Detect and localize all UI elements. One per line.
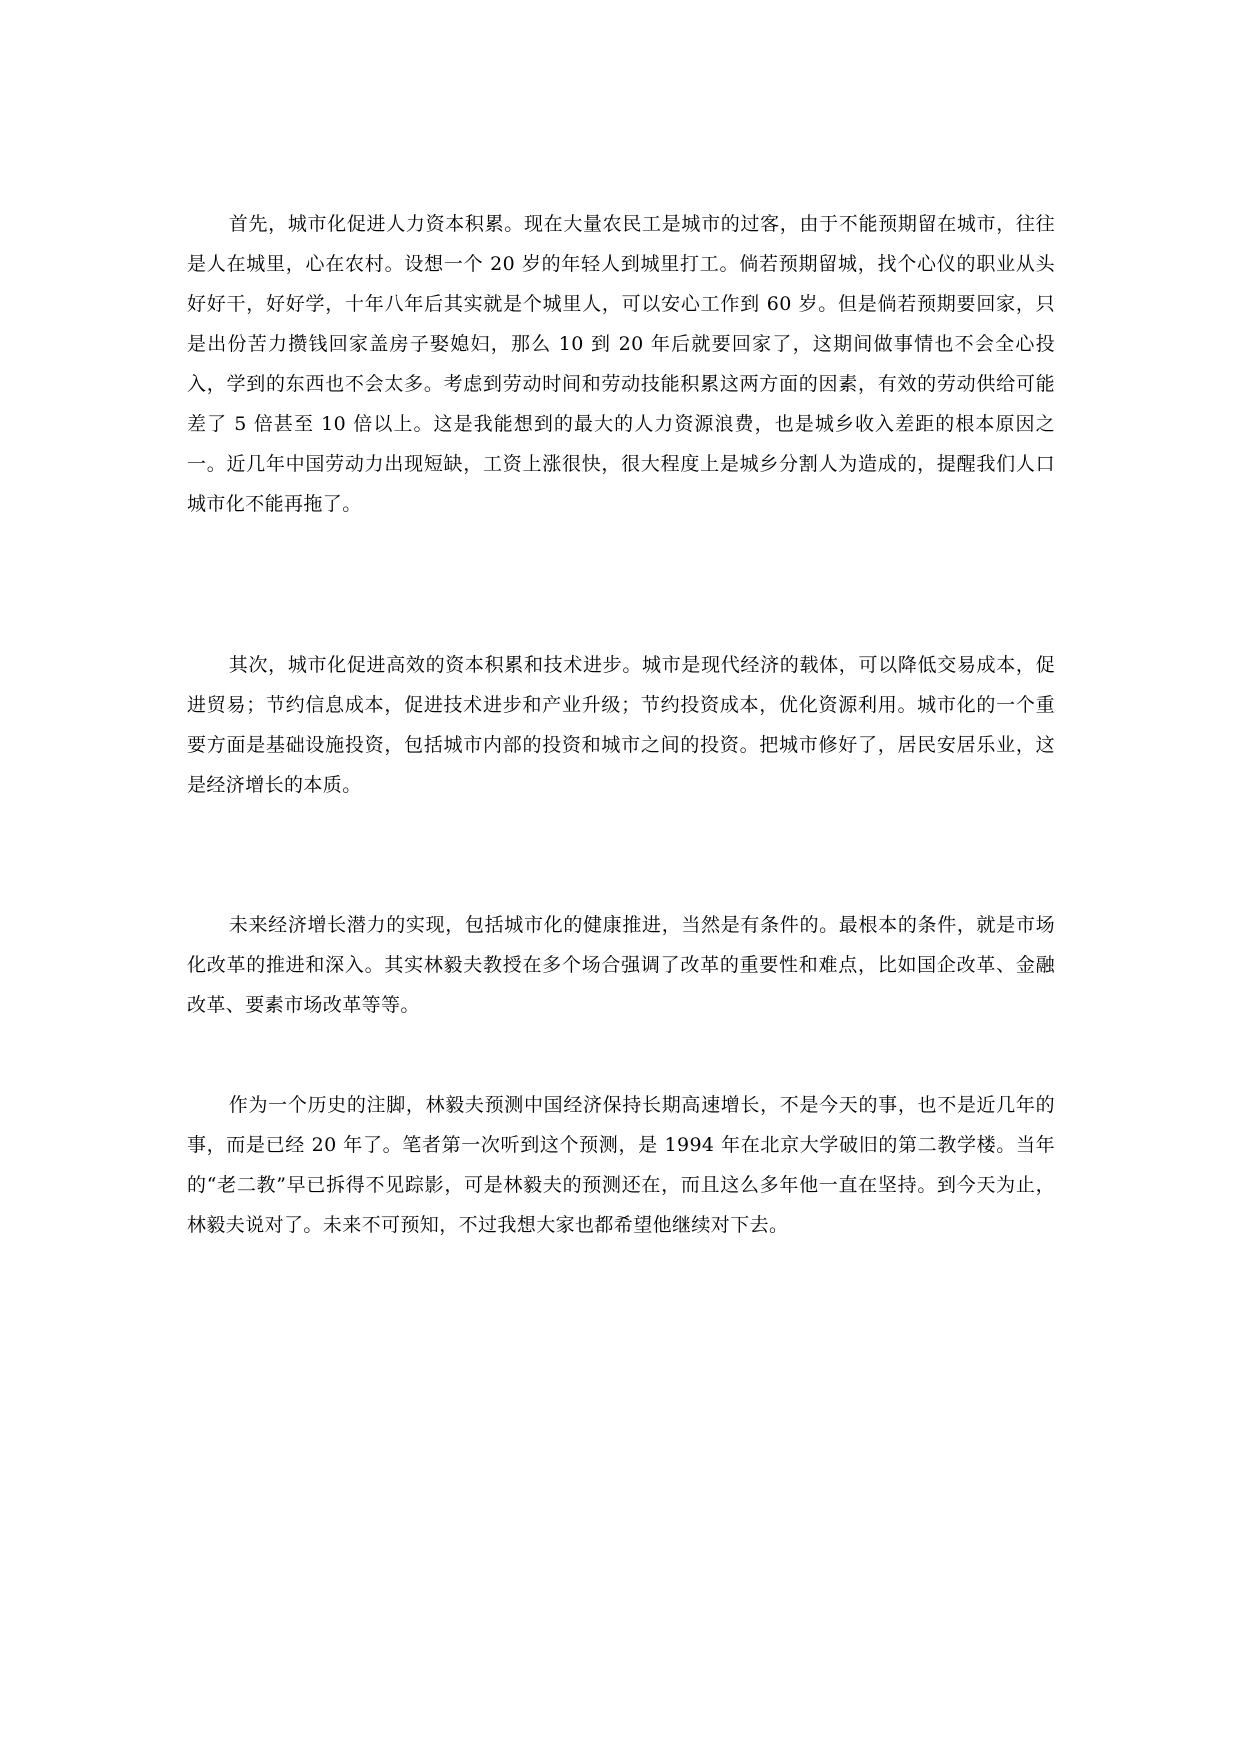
paragraph-1-block bbox=[187, 204, 1055, 524]
paragraph-3-block bbox=[187, 905, 1055, 1025]
paragraph-2-block bbox=[187, 645, 1055, 805]
paragraph-4-block bbox=[187, 1085, 1055, 1245]
paragraph-historical-footnote: 作为一个历史的注脚，林毅夫预测中国经济保持长期高速增长，不是今天的事，也不是近几年的事，而是已经 20 年了。笔者第一次听到这个预测，是 1994 年在北京大学破旧的第二教学楼。当年的“老二教”早已拆得不见踪影，可是林毅夫的预测还在，而且这么多年他一直在坚持。到今天为止，林毅夫说对了。未来不可预知，不过我想大家也都希望他继续对下去。 bbox=[187, 1094, 1055, 1236]
paragraph-urbanization-human-capital: 首先，城市化促进人力资本积累。现在大量农民工是城市的过客，由于不能预期留在城市，往往是人在城里，心在农村。设想一个 20 岁的年轻人到城里打工。倘若预期留城，找个心仪的职业从头好好干，好好学，十年八年后其实就是个城里人，可以安心工作到 60 岁。但是倘若预期要回家，只是出份苦力攒钱回家盖房子娶媳妇，那么 10 到 20 年后就要回家了，这期间做事情也不会全心投入，学到的东西也不会太多。考虑到劳动时间和劳动技能积累这两方面的因素，有效的劳动供给可能差了 5 倍甚至 10 倍以上。这是我能想到的最大的人力资源浪费，也是城乡收入差距的根本原因之一。近几年中国劳动力出现短缺，工资上涨很快，很大程度上是城乡分割人为造成的，提醒我们人口城市化不能再拖了。 bbox=[187, 213, 1055, 515]
paragraph-growth-conditions: 未来经济增长潜力的实现，包括城市化的健康推进，当然是有条件的。最根本的条件，就是市场化改革的推进和深入。其实林毅夫教授在多个场合强调了改革的重要性和难点，比如国企改革、金融改革、要素市场改革等等。 bbox=[187, 914, 1055, 1016]
paragraph-urbanization-capital-technology: 其次，城市化促进高效的资本积累和技术进步。城市是现代经济的载体，可以降低交易成本，促进贸易；节约信息成本，促进技术进步和产业升级；节约投资成本，优化资源利用。城市化的一个重要方面是基础设施投资，包括城市内部的投资和城市之间的投资。把城市修好了，居民安居乐业，这是经济增长的本质。 bbox=[187, 654, 1055, 796]
